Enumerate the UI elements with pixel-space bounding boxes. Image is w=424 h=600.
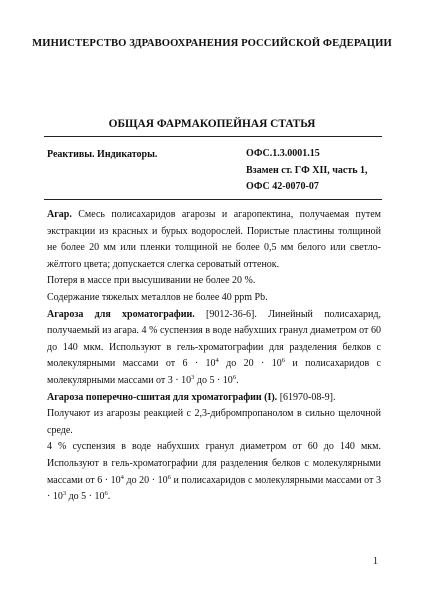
cross2-text-1: 4 % суспензия в воде набухших гранул диаметром от 60 до 140 мкм. Используют в гель-хроматографии для разделения белков с молекулярными массами от 6 · 10 [47,441,381,486]
agarose-exp-4: 6 [232,373,237,381]
top-divider [44,136,382,137]
agar-paragraph [47,207,381,273]
article-body [47,207,381,506]
agarose-text-4: до 5 · 10 [194,374,233,386]
cross-linked-term: Агароза поперечно-сшитая для хроматографии (I). [47,391,278,403]
agarose-text-2: до 20 · 10 [218,358,282,370]
page-number: 1 [373,556,378,567]
document-code: ОФС.1.3.0001.15 [246,148,320,159]
agarose-exp-3: 3 [191,373,195,381]
agarose-text-1: Линейный полисахарид, получаемый из агара. 4 % суспензия в воде набухших гранул диаметром от 60 до 140 мкм. Используют в гель-хроматографии для разделения белков с молекулярными массами от 6 · 10 [47,308,382,370]
bottom-divider [44,199,382,200]
replaces-line-1: Взамен ст. ГФ XII, часть 1, [246,164,368,176]
agarose-term: Агароза для хроматографии. [47,308,195,320]
agar-description: Смесь полисахаридов агарозы и агаропектина, получаемая путем экстракции из красных и бурых водорослей. Пористые пластины толщиной не более 20 мм или пленки толщиной не более 0,5 мм белого или светло-жёлтого цвета; допускается слегка сероватый оттенок. [47,209,381,270]
cross2-exp-4: 6 [104,490,108,498]
section-title: Реактивы. Индикаторы. [47,149,158,160]
cross2-text-5: . [107,491,111,503]
cross2-text-2: до 20 · 10 [123,474,168,486]
agar-loss-paragraph: Потеря в массе при высушивании не более 20 %. [47,275,256,287]
cross-linked-paragraph: Получают из агарозы реакцией с 2,3-дибромпропанолом в сильно щелочной среде. [47,408,381,436]
ministry-heading: МИНИСТЕРСТВО ЗДРАВООХРАНЕНИЯ РОССИЙСКОЙ ФЕДЕРАЦИИ [32,38,392,49]
agarose-cas: [9012-36-6]. [194,308,269,320]
agarose-exp-2: 6 [281,357,286,365]
replaces-line-2: ОФС 42-0070-07 [246,181,319,192]
agarose-exp-1: 4 [215,357,219,365]
cross-linked-usage-paragraph [47,439,381,505]
agar-term: Агар. [47,209,72,220]
document-type-title: ОБЩАЯ ФАРМАКОПЕЙНАЯ СТАТЬЯ [108,118,316,130]
agarose-text-3: и полисахаридов с молекулярными массами от 3 · 10 [47,358,381,386]
agarose-text-5: . [236,374,239,386]
cross-linked-cas: [61970-08-9]. [277,391,336,403]
cross2-exp-1: 4 [120,473,124,481]
agarose-paragraph [47,307,381,390]
cross2-exp-2: 6 [167,473,171,481]
cross2-exp-3: 3 [62,490,67,498]
cross-linked-heading [47,390,381,407]
document-references [246,146,368,196]
cross2-text-3: и полисахаридов с молекулярными массами от 3 · 10 [47,474,381,503]
cross2-text-4: до 5 · 10 [66,491,105,503]
agar-metals-paragraph: Содержание тяжелых металлов не более 40 ppm Pb. [47,291,268,303]
